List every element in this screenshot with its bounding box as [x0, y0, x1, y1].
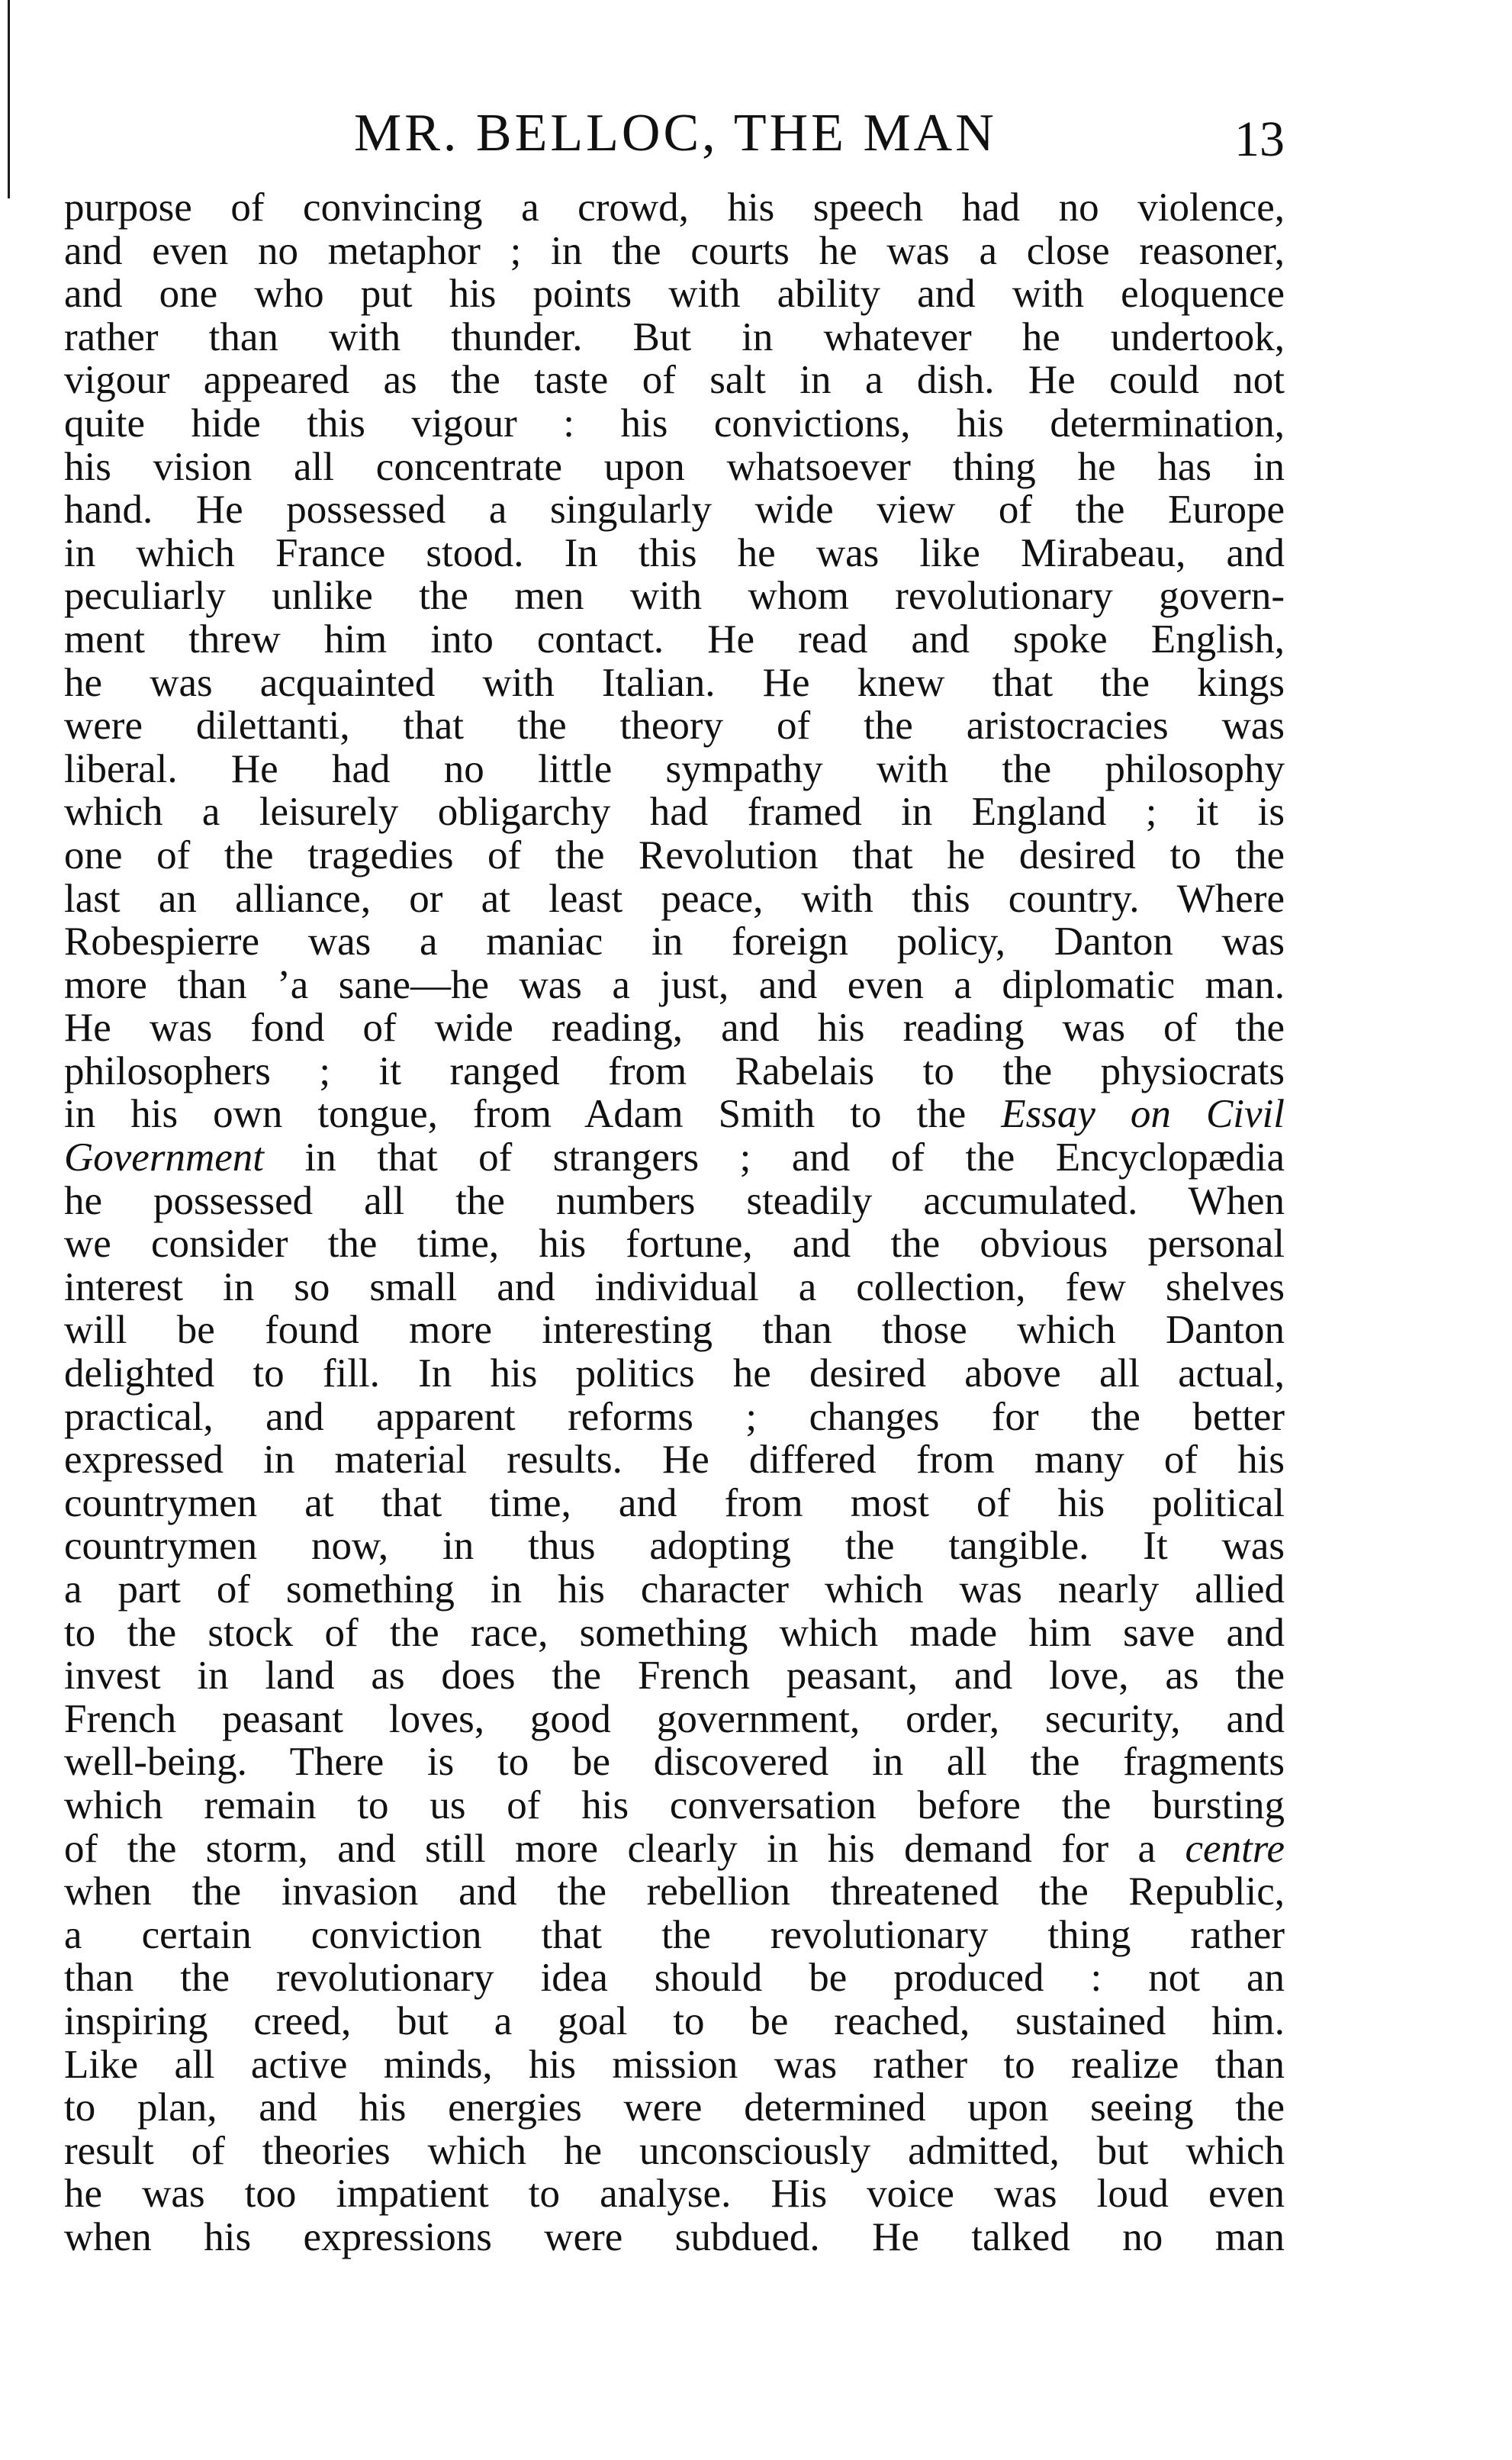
text-segment: he was acquainted with Italian. He knew that the kings [64, 660, 1285, 705]
text-line [64, 2130, 1285, 2173]
text-line [64, 1222, 1285, 1266]
text-line [64, 2216, 1285, 2259]
text-line [64, 2086, 1285, 2130]
text-line [64, 230, 1285, 273]
text-segment: well-being. There is to be discovered in all the fragments [64, 1740, 1285, 1785]
text-segment: than the revolutionary idea should be produced : not an [64, 1956, 1285, 2001]
running-title: MR. BELLOC, THE MAN [354, 104, 997, 163]
text-line [64, 1352, 1285, 1396]
text-segment: vigour appeared as the taste of salt in a dish. He could not [64, 358, 1285, 403]
text-segment: inspiring creed, but a goal to be reached, sustained him. [64, 1998, 1285, 2043]
text-line [64, 920, 1285, 964]
text-line [64, 2043, 1285, 2087]
text-line [64, 1266, 1285, 1309]
text-line [64, 1568, 1285, 1612]
text-line [64, 1006, 1285, 1050]
text-segment: of the storm, and still more clearly in his demand for a [64, 1826, 1185, 1871]
text-line [64, 834, 1285, 877]
text-line [64, 1093, 1285, 1136]
text-segment: interest in so small and individual a collection, few shelves [64, 1264, 1285, 1309]
text-segment: ment threw him into contact. He read and spoke English, [64, 617, 1285, 662]
text-line [64, 532, 1285, 575]
text-segment: rather than with thunder. But in whatever he undertook, [64, 314, 1285, 359]
text-segment: Robespierre was a maniac in foreign policy, Danton was [64, 919, 1285, 964]
text-line [64, 618, 1285, 662]
text-line [64, 1827, 1285, 1871]
text-line [64, 402, 1285, 446]
text-line [64, 1612, 1285, 1655]
text-line [64, 1438, 1285, 1482]
text-segment: we consider the time, his fortune, and the obvious personal [64, 1222, 1285, 1267]
text-segment: his vision all concentrate upon whatsoever thing he has in [64, 444, 1285, 489]
text-segment: when the invasion and the rebellion threatened the Republic, [64, 1869, 1285, 1914]
text-segment: philosophers ; it ranged from Rabelais to the physiocrats [64, 1048, 1285, 1093]
text-segment: to plan, and his energies were determined upon seeing the [64, 2085, 1285, 2130]
text-segment: which remain to us of his conversation before the bursting [64, 1782, 1285, 1827]
text-segment: he possessed all the numbers steadily accumulated. When [64, 1178, 1285, 1223]
text-segment: delighted to fill. In his politics he desired above all actual, [64, 1351, 1285, 1396]
text-line [64, 2172, 1285, 2216]
text-segment: result of theories which he unconsciously admitted, but which [64, 2128, 1285, 2173]
page-edge-rule [8, 0, 10, 198]
text-segment: in which France stood. In this he was like Mirabeau, and [64, 530, 1285, 575]
text-segment: quite hide this vigour : his convictions, his determination, [64, 401, 1285, 446]
text-segment: to the stock of the race, something which made him save and [64, 1610, 1285, 1655]
text-line [64, 272, 1285, 316]
text-segment: expressed in material results. He differed from many of his [64, 1438, 1285, 1483]
text-segment: purpose of convincing a crowd, his speech had no violence, [64, 185, 1285, 230]
text-line [64, 1396, 1285, 1439]
text-line [64, 1050, 1285, 1093]
text-segment: more than ’a sane—he was a just, and even a diplomatic man. [64, 962, 1285, 1007]
italic-text: Government [64, 1135, 264, 1180]
text-line [64, 186, 1285, 230]
text-line [64, 1482, 1285, 1525]
text-segment: hand. He possessed a singularly wide view of the Europe [64, 488, 1285, 533]
text-segment: and one who put his points with ability and with eloquence [64, 272, 1285, 317]
text-line [64, 316, 1285, 359]
text-segment: a part of something in his character which was nearly allied [64, 1567, 1285, 1612]
text-line [64, 704, 1285, 748]
text-line [64, 575, 1285, 618]
text-line [64, 1740, 1285, 1784]
text-segment: last an alliance, or at least peace, with this country. Where [64, 876, 1285, 921]
text-segment: will be found more interesting than those which Danton [64, 1308, 1285, 1353]
text-line [64, 1180, 1285, 1223]
text-line [64, 359, 1285, 402]
text-line [64, 662, 1285, 705]
text-line [64, 1914, 1285, 1957]
text-segment: invest in land as does the French peasant, and love, as the [64, 1653, 1285, 1698]
text-line [64, 748, 1285, 791]
page-number: 13 [1234, 111, 1285, 167]
text-segment: when his expressions were subdued. He talked no man [64, 2214, 1285, 2259]
text-segment: liberal. He had no little sympathy with the philosophy [64, 746, 1285, 791]
body-text [64, 186, 1285, 2259]
text-line [64, 964, 1285, 1007]
text-line [64, 1525, 1285, 1568]
text-line [64, 488, 1285, 532]
text-segment: Like all active minds, his mission was rather to realize than [64, 2042, 1285, 2087]
text-segment: and even no metaphor ; in the courts he was a close reasoner, [64, 228, 1285, 273]
text-segment: a certain conviction that the revolutionary thing rather [64, 1912, 1285, 1957]
text-segment: one of the tragedies of the Revolution that he desired to the [64, 832, 1285, 877]
text-segment: countrymen now, in thus adopting the tangible. It was [64, 1524, 1285, 1569]
text-line [64, 1654, 1285, 1698]
text-line [64, 1698, 1285, 1741]
text-segment: practical, and apparent reforms ; changes for the better [64, 1394, 1285, 1439]
text-segment: which a leisurely obligarchy had framed in England ; it is [64, 790, 1285, 835]
text-line [64, 2000, 1285, 2043]
text-segment: countrymen at that time, and from most of his political [64, 1480, 1285, 1525]
text-line [64, 1784, 1285, 1827]
running-header [64, 99, 1285, 168]
text-segment: in his own tongue, from Adam Smith to the [64, 1092, 1002, 1137]
text-segment: peculiarly unlike the men with whom revolutionary govern- [64, 574, 1285, 619]
text-line [64, 1956, 1285, 2000]
text-segment: in that of strangers ; and of the Encyclopædia [263, 1135, 1285, 1180]
text-segment: He was fond of wide reading, and his reading was of the [64, 1006, 1285, 1051]
text-line [64, 1309, 1285, 1352]
text-segment: he was too impatient to analyse. His voice was loud even [64, 2172, 1285, 2217]
italic-text: centre [1185, 1826, 1285, 1871]
text-line [64, 1136, 1285, 1180]
text-line [64, 877, 1285, 921]
text-line [64, 790, 1285, 834]
italic-text: Essay on Civil [1001, 1092, 1285, 1137]
text-segment: French peasant loves, good government, order, security, and [64, 1696, 1285, 1741]
text-segment: were dilettanti, that the theory of the aristocracies was [64, 704, 1285, 749]
text-line [64, 1870, 1285, 1914]
text-line [64, 446, 1285, 489]
